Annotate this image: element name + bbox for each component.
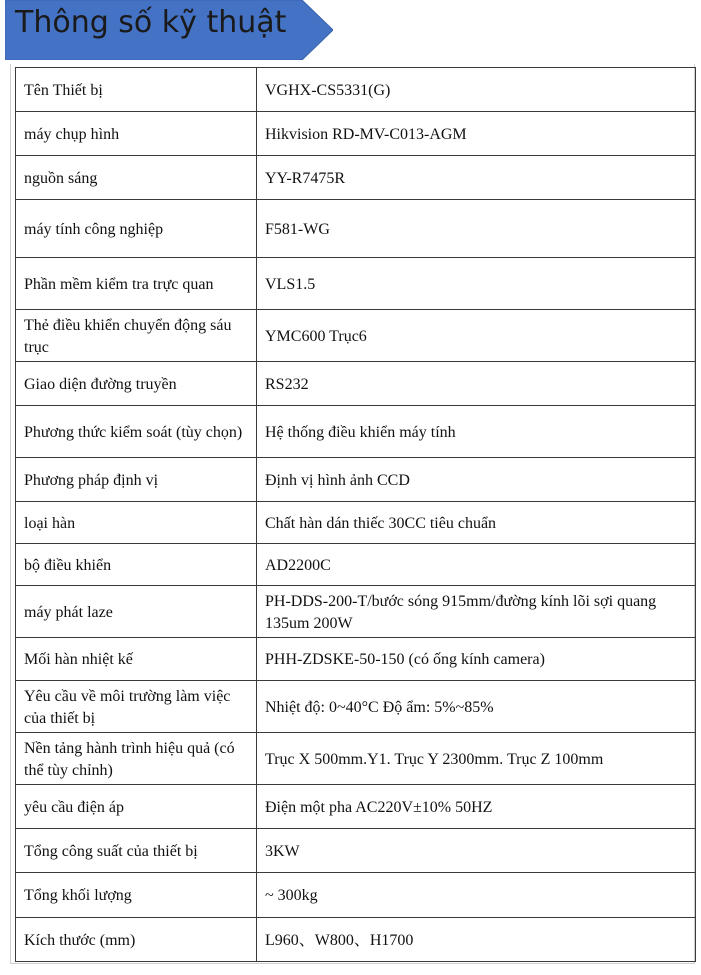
page-title: Thông số kỹ thuật (15, 5, 287, 40)
spec-label: máy phát laze (16, 586, 257, 638)
spec-value: YMC600 Trục6 (257, 310, 696, 362)
spec-label: máy tính công nghiệp (16, 200, 257, 258)
spec-value: PHH-ZDSKE-50-150 (có ống kính camera) (257, 638, 696, 681)
table-row (16, 544, 696, 586)
spec-value: 3KW (257, 829, 696, 873)
table-row (16, 112, 696, 156)
spec-value: Hikvision RD-MV-C013-AGM (257, 112, 696, 156)
spec-value: ~ 300kg (257, 873, 696, 918)
spec-value: F581-WG (257, 200, 696, 258)
title-banner (5, 0, 333, 60)
spec-table (15, 67, 696, 962)
spec-value: PH-DDS-200-T/bước sóng 915mm/đường kính lõi sợi quang 135um 200W (257, 586, 696, 638)
table-row (16, 586, 696, 638)
spec-label: Thẻ điều khiển chuyển động sáu trục (16, 310, 257, 362)
table-row (16, 918, 696, 962)
spec-label: Nền tảng hành trình hiệu quả (có thể tùy chỉnh) (16, 733, 257, 785)
spec-label: bộ điều khiển (16, 544, 257, 586)
table-row (16, 733, 696, 785)
table-row (16, 68, 696, 112)
spec-value: Trục X 500mm.Y1. Trục Y 2300mm. Trục Z 100mm (257, 733, 696, 785)
table-row (16, 310, 696, 362)
spec-value: AD2200C (257, 544, 696, 586)
table-row (16, 258, 696, 310)
spec-value: RS232 (257, 362, 696, 406)
spec-value: Hệ thống điều khiển máy tính (257, 406, 696, 458)
spec-label: Tổng công suất của thiết bị (16, 829, 257, 873)
table-row (16, 458, 696, 502)
table-row (16, 785, 696, 829)
spec-label: Giao diện đường truyền (16, 362, 257, 406)
spec-value: VLS1.5 (257, 258, 696, 310)
spec-label: Yêu cầu về môi trường làm việc của thiết bị (16, 681, 257, 733)
table-row (16, 681, 696, 733)
table-row (16, 638, 696, 681)
spec-value: VGHX-CS5331(G) (257, 68, 696, 112)
table-row (16, 362, 696, 406)
spec-label: Phần mềm kiểm tra trực quan (16, 258, 257, 310)
spec-label: Tổng khối lượng (16, 873, 257, 918)
table-row (16, 406, 696, 458)
spec-value: Chất hàn dán thiếc 30CC tiêu chuẩn (257, 502, 696, 544)
table-row (16, 829, 696, 873)
spec-value: Định vị hình ảnh CCD (257, 458, 696, 502)
spec-label: yêu cầu điện áp (16, 785, 257, 829)
spec-label: Phương pháp định vị (16, 458, 257, 502)
table-row (16, 200, 696, 258)
spec-value: Điện một pha AC220V±10% 50HZ (257, 785, 696, 829)
table-row (16, 502, 696, 544)
spec-label: Tên Thiết bị (16, 68, 257, 112)
spec-label: máy chụp hình (16, 112, 257, 156)
spec-label: nguồn sáng (16, 156, 257, 200)
spec-value: Nhiệt độ: 0~40°C Độ ẩm: 5%~85% (257, 681, 696, 733)
spec-value: L960、W800、H1700 (257, 918, 696, 962)
spec-label: Mối hàn nhiệt kế (16, 638, 257, 681)
spec-label: loại hàn (16, 502, 257, 544)
spec-label: Kích thước (mm) (16, 918, 257, 962)
table-row (16, 873, 696, 918)
table-row (16, 156, 696, 200)
spec-label: Phương thức kiểm soát (tùy chọn) (16, 406, 257, 458)
spec-value: YY-R7475R (257, 156, 696, 200)
